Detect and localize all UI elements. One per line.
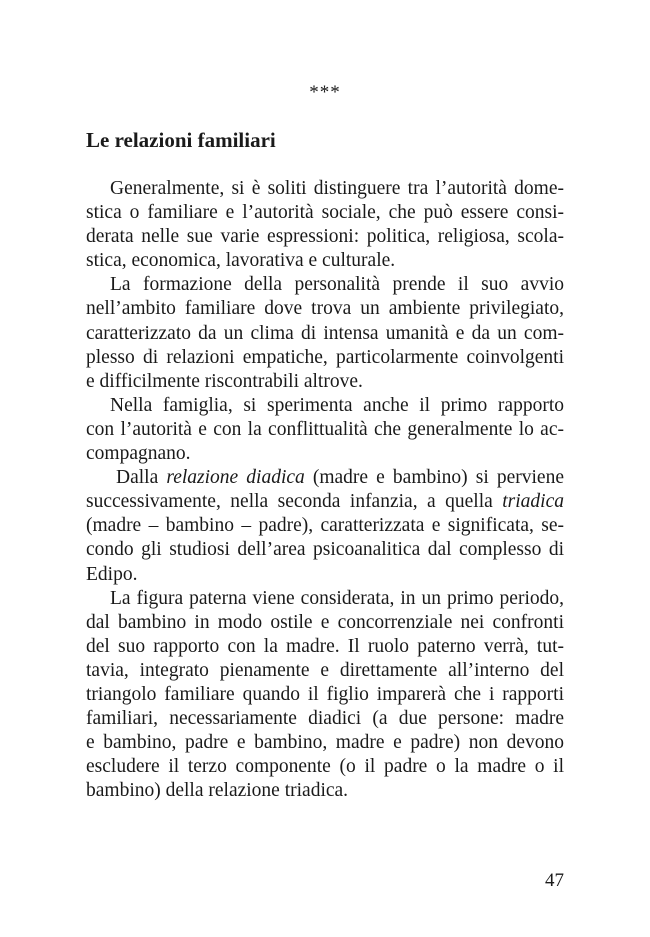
text-line: bambino) della relazione triadica. bbox=[86, 780, 349, 802]
text-line: nell’ambito familiare dove trova un ambiente privilegiato, bbox=[86, 298, 564, 320]
section-separator: *** bbox=[309, 82, 341, 103]
body-text bbox=[86, 177, 564, 803]
text-line: stica, economica, lavorativa e culturale. bbox=[86, 250, 396, 272]
text-line: tavia, integrato pienamente e direttamente all’interno del bbox=[86, 659, 564, 681]
text-line: e difficilmente riscontrabili altrove. bbox=[86, 370, 363, 392]
text-line: Edipo. bbox=[86, 563, 138, 585]
text-line: derata nelle sue varie espressioni: politica, religiosa, scola- bbox=[86, 226, 564, 248]
text-line bbox=[86, 490, 564, 514]
text-line: familiari, necessariamente diadici (a due persone: madre bbox=[86, 708, 564, 730]
text-line: e bambino, padre e bambino, madre e padre) non devono bbox=[86, 732, 564, 754]
page-number: 47 bbox=[545, 870, 564, 891]
text-line bbox=[86, 466, 564, 490]
text-line: plesso di relazioni empatiche, particolarmente coinvolgenti bbox=[86, 346, 564, 368]
italic-term: triadica bbox=[502, 491, 564, 513]
text-line: escludere il terzo componente (o il padre o la madre o il bbox=[86, 756, 564, 778]
text-line: Nella famiglia, si sperimenta anche il primo rapporto bbox=[110, 394, 564, 416]
text-line: condo gli studiosi dell’area psicoanalitica dal complesso di bbox=[86, 539, 564, 561]
text-line: del suo rapporto con la madre. Il ruolo paterno verrà, tut- bbox=[86, 635, 564, 657]
text-line: Generalmente, si è soliti distinguere tra l’autorità dome- bbox=[110, 178, 564, 199]
text-line: (madre – bambino – padre), caratterizzata e significata, se- bbox=[86, 515, 564, 537]
text-line: stica o familiare e l’autorità sociale, che può essere consi- bbox=[86, 202, 564, 224]
text-line: dal bambino in modo ostile e concorrenziale nei confronti bbox=[86, 611, 564, 633]
text-line: caratterizzato da un clima di intensa umanità e da un com- bbox=[86, 322, 564, 344]
text-line: compagnano. bbox=[86, 443, 191, 465]
text-line: La formazione della personalità prende il suo avvio bbox=[110, 274, 564, 296]
text-segment: Dalla bbox=[116, 467, 167, 489]
text-segment: successivamente, nella seconda infanzia, a quella bbox=[86, 491, 503, 513]
text-segment: (madre e bambino) si perviene bbox=[304, 467, 564, 489]
section-heading: Le relazioni familiari bbox=[86, 128, 276, 152]
text-line: triangolo familiare quando il figlio imparerà che i rapporti bbox=[86, 683, 564, 705]
italic-term: relazione diadica bbox=[166, 467, 305, 489]
text-line: con l’autorità e con la conflittualità che generalmente lo ac- bbox=[86, 418, 564, 440]
text-line: La figura paterna viene considerata, in un primo periodo, bbox=[110, 587, 564, 609]
